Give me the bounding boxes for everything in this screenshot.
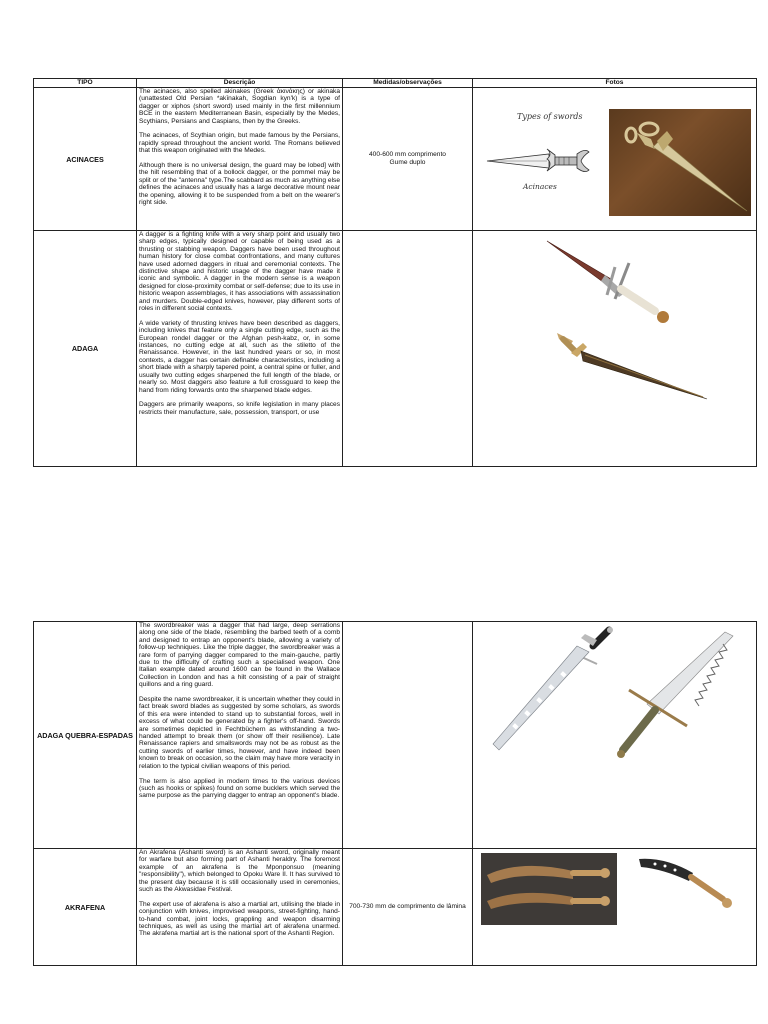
dagger-photo-1 xyxy=(545,239,695,327)
description-paragraph: A dagger is a fighting knife with a very sharp point and usually two sharp edges, typically designed or capable of being used as a thrusting or stabbing weapon. Daggers have been used throughout human history for close combat confrontations, and many cultures have used adorned daggers in ritual and ceremonial contexts. The distinctive shape and historic usage of the dagger have made it iconic and symbolic. A dagger in the modern sense is a weapon designed for close-proximity combat or self-defense; due to its use in historic weapon assemblages, it has associations with assassination and murders. Double-edged knives, however, play different sorts of roles in different social contexts. xyxy=(139,231,340,313)
sketch-caption: Acinaces xyxy=(523,182,557,191)
photos-cell xyxy=(473,622,757,849)
table-row xyxy=(34,88,757,231)
weapons-table-1 xyxy=(33,78,757,467)
medidas-cell xyxy=(343,88,473,231)
tipo-cell: ADAGA xyxy=(34,231,137,467)
header-row xyxy=(34,79,757,88)
photos-cell xyxy=(473,849,757,966)
acinaces-photo xyxy=(609,109,751,216)
bronze-dagger-icon xyxy=(609,109,751,216)
dagger-photo-2 xyxy=(553,329,713,405)
dagger-sketch-icon xyxy=(483,108,603,208)
description-paragraph: The acinaces, of Scythian origin, but made famous by the Persians, rapidly spread throughout the ancient world. The Romans believed that this weapon originated with the Medes. xyxy=(139,132,340,155)
description-cell xyxy=(137,849,343,966)
description-paragraph: A wide variety of thrusting knives have been described as daggers, including knives that feature only a single cutting edge, such as the European rondel dagger or the Afghan pesh-kabz, or, in some instances, no cutting edge at all, such as the stiletto of the Renaissance. However, in the last hundred years or so, in most contexts, a dagger has certain definable characteristics, including a short blade with a sharply tapered point, a central spine or fuller, and usually two cutting edges sharpened the full length of the blade, or nearly so. Most daggers also feature a full crossguard to keep the hand from riding forwards onto the sharpened blade edges. xyxy=(139,319,340,394)
photos-cell xyxy=(473,88,757,231)
description-paragraph: The acinaces, also spelled akinakes (Greek ἀκινάκης) or akinaka (unattested Old Persian *akīnakah, Sogdian kyn'k) is a type of dagger or xiphos (short sword) used mainly in the first millennium BCE in the eastern Mediterranean Basin, especially by the Medes, Scythians, Persians and Caspians, then by the Greeks. xyxy=(139,88,340,125)
swordbreaker-photo-1 xyxy=(489,624,615,754)
header-fotos: Fotos xyxy=(473,79,757,88)
akrafena-photo-2 xyxy=(635,855,745,919)
description-paragraph: The expert use of akrafena is also a martial art, utilising the blade in conjunction with knives, improvised weapons, street-fighting, hand-to-hand combat, joint locks, grappling and weapon disarming techniques, as well as using the martial art of akrafena unarmed. The akrafena martial art is the national sport of the Ashanti Region. xyxy=(139,900,340,938)
sketch-title: Types of swords xyxy=(517,112,583,121)
swordbreaker-photo-2 xyxy=(615,630,739,760)
medidas-cell xyxy=(343,849,473,966)
medidas-cell xyxy=(343,622,473,849)
tipo-cell: ACINACES xyxy=(34,88,137,231)
medidas-line: 700-730 mm de comprimento de lâmina xyxy=(349,903,466,910)
description-cell xyxy=(137,622,343,849)
medidas-line: 400-600 mm comprimento xyxy=(369,151,446,158)
description-cell xyxy=(137,88,343,231)
weapons-table-2 xyxy=(33,621,757,966)
table-row xyxy=(34,622,757,849)
medidas-line: Gume duplo xyxy=(389,159,426,166)
table-row xyxy=(34,849,757,966)
description-paragraph: The swordbreaker was a dagger that had large, deep serrations along one side of the blade, resembling the barbed teeth of a comb and designed to entrap an opponent's blade, allowing a variety of follow-up techniques. Like the triple dagger, the swordbreaker was a rare form of parrying dagger compared to the main-gauche, partly due to the difficulty of crafting such a specialised weapon. One Italian example dated around 1600 can be found in the Wallace Collection in London and has a hilt consisting of a pair of straight quillons and a ring guard. xyxy=(139,622,340,689)
description-paragraph: Although there is no universal design, the guard may be lobed] with the hilt resembling that of a bollock dagger, or the pommel may be split or of the "antenna" type.The scabbard as much as anything else defines the acinaces and usually has a large decorative mount near the opening, allowing it to be suspended from a belt on the wearer's right side. xyxy=(139,162,340,207)
description-cell xyxy=(137,231,343,467)
description-paragraph: An Akrafena (Ashanti sword) is an Ashanti sword, originally meant for warfare but also forming part of Ashanti heraldry. The foremost example of an akrafena is the Mponponsuo (meaning "responsibility"), which belonged to Opoku Ware II. It has survived to the present day because it is still occasionally used in ceremonies, such as the Akwasidae Festival. xyxy=(139,849,340,894)
akrafena-pair-icon xyxy=(481,853,617,925)
tipo-cell: ADAGA QUEBRA-ESPADAS xyxy=(34,622,137,849)
header-tipo: TIPO xyxy=(34,79,137,88)
tipo-cell: AKRAFENA xyxy=(34,849,137,966)
photos-cell xyxy=(473,231,757,467)
description-paragraph: The term is also applied in modern times to the various devices (such as hooks or spikes) found on some bucklers which served the same purpose as the parrying dagger to entrap an opponent's blade. xyxy=(139,777,340,800)
acinaces-sketch xyxy=(483,108,603,208)
description-paragraph: Daggers are primarily weapons, so knife legislation in many places restricts their manufacture, sale, possession, transport, or use xyxy=(139,401,340,416)
description-paragraph: Despite the name swordbreaker, it is uncertain whether they could in fact break sword blades as suggested by some scholars, as swords of this era were intended to stand up to substantial forces, well in excess of what could be generated by a fighter's off-hand. Swords are sometimes depicted in Fechtbüchern as withstanding a two-handed attempt to break them (or show off their resilience). Late Renaissance rapiers and smallswords may not be as robust as the cutting swords of earlier times, however, and have indeed been known to break on occasion, so the claim may have more veracity in relation to the typical civilian weapons of this period. xyxy=(139,696,340,770)
medidas-cell xyxy=(343,231,473,467)
header-descricao: Descrição xyxy=(137,79,343,88)
akrafena-photo-1 xyxy=(481,853,617,925)
header-medidas: Medidas/observações xyxy=(343,79,473,88)
table-row xyxy=(34,231,757,467)
